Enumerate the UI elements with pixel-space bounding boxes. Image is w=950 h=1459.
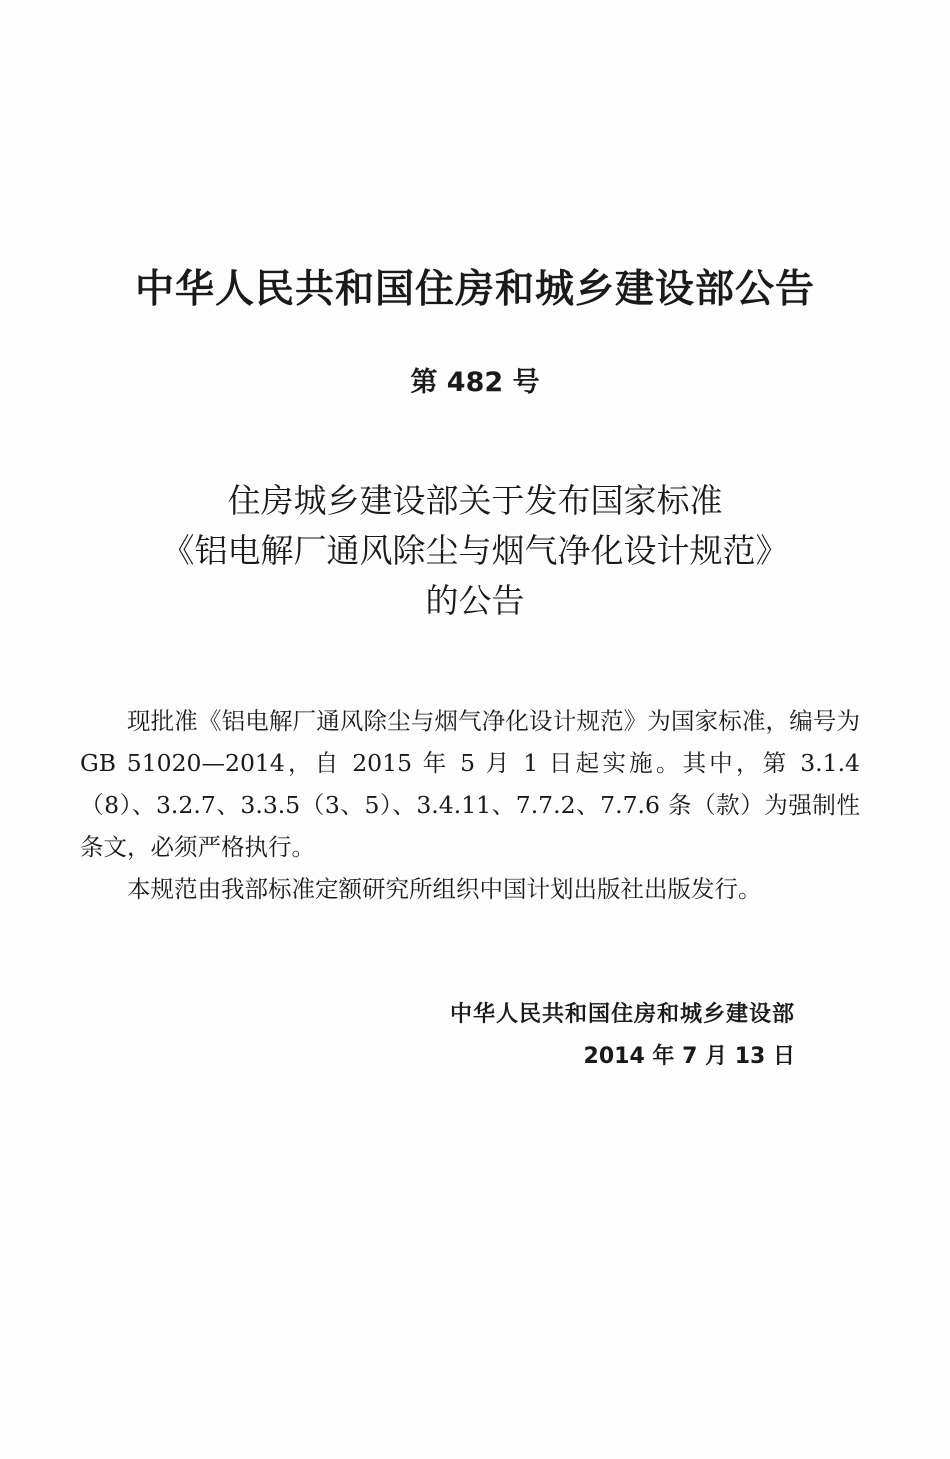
subject-line-2: 《铝电解厂通风除尘与烟气净化设计规范》 [161, 531, 789, 570]
announcement-body [80, 700, 860, 910]
signature-block [383, 994, 795, 1078]
announcement-number: 第 482 号 [410, 367, 540, 398]
subject-line-3: 的公告 [425, 581, 525, 620]
announcement-subject [0, 476, 950, 626]
signature-organization: 中华人民共和国住房和城乡建设部 [449, 1002, 795, 1027]
signature-date: 2014 年 7 月 13 日 [583, 1044, 795, 1069]
subject-line-1: 住房城乡建设部关于发布国家标准 [227, 481, 723, 520]
announcement-title: 中华人民共和国住房和城乡建设部公告 [134, 267, 815, 312]
body-paragraph-publication: 本规范由我部标准定额研究所组织中国计划出版社出版发行。 [127, 875, 762, 903]
body-paragraph-approval: 现批准《铝电解厂通风除尘与烟气净化设计规范》为国家标准，编号为GB 51020—2014，自 2015 年 5 月 1 日起实施。其中，第 3.1.4（8）、3.2.7、3.3.5（3、5）、3.4.11、7.7.2、7.7.6 条（款）为强制性条文，必须严格执行。 [80, 707, 860, 861]
